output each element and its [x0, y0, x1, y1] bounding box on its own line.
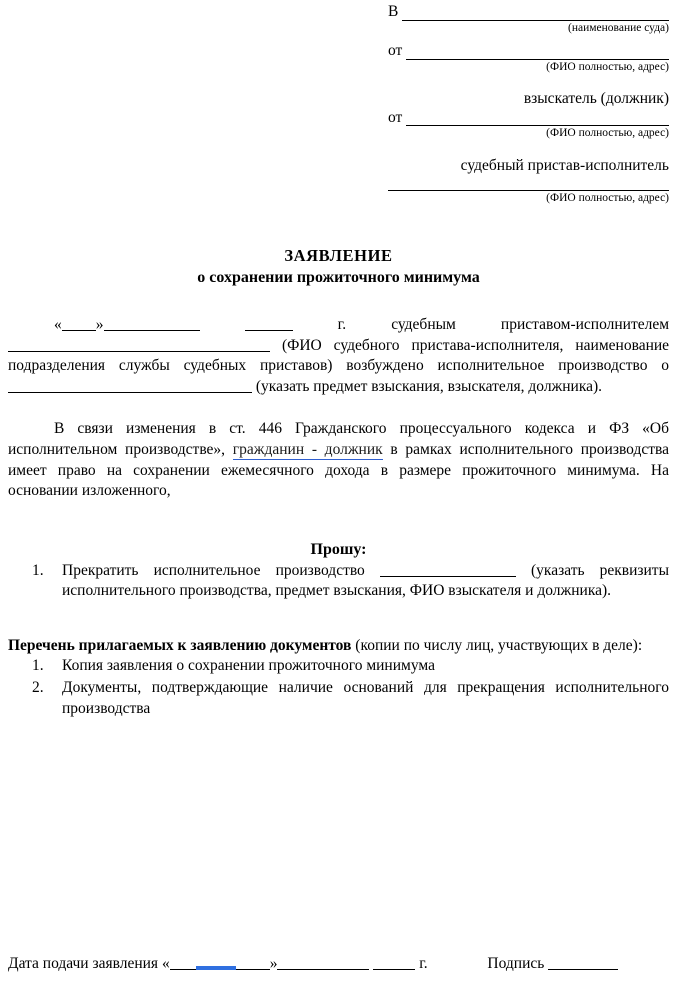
footer-month-blank[interactable] [277, 954, 369, 970]
list-item-label: Документы, подтверждающие наличие оснований для прекращения исполнительного производства [62, 679, 669, 717]
footer-year-suffix: г. [419, 954, 428, 972]
list-item-number: 1. [32, 657, 44, 675]
from-row-2 [388, 109, 669, 127]
role-bailiff: судебный пристав-исполнитель [460, 156, 669, 174]
p1-text-e: пристава-исполнителя, [411, 336, 564, 354]
from-caption-1: (ФИО полностью, адрес) [546, 60, 669, 73]
from-fill-line-2[interactable] [406, 110, 669, 126]
from-caption-2: (ФИО полностью, адрес) [546, 127, 669, 140]
p1-text-b: приставом-исполнителем [500, 315, 670, 333]
court-label: В [388, 3, 399, 20]
addressee-block [388, 0, 669, 206]
footer-day-blank[interactable] [170, 954, 270, 970]
paragraph-case-details [8, 315, 669, 397]
page-title: ЗАЯВЛЕНИЕ [284, 245, 393, 265]
signature-label: Подпись [487, 954, 545, 972]
paragraph-legal-basis [8, 419, 669, 501]
bailiff-name-blank[interactable] [8, 336, 270, 352]
attachments-heading-bold: Перечень прилагаемых к заявлению документов [8, 636, 352, 654]
from-label-1: от [388, 42, 403, 60]
court-fill-line[interactable] [402, 5, 669, 21]
p1-text-g: (указать предмет взыскания, взыскателя, должника). [255, 377, 603, 395]
p2-part-1: В связи изменения в ст. 446 Гражданского процессуального кодекса и ФЗ «Об исполнительном производстве», [8, 420, 669, 458]
text-selection-highlight [196, 966, 236, 970]
request-text-after: (указать реквизиты исполнительного производства, предмет взыскания, ФИО взыскателя и должника). [62, 561, 669, 600]
proceeding-details-blank[interactable] [380, 561, 516, 577]
attachments-heading [8, 636, 669, 657]
list-item-number: 2. [32, 679, 44, 697]
attachments-list [8, 656, 669, 719]
request-heading: Прошу: [310, 540, 367, 558]
p1-quote-open: « [54, 315, 62, 333]
footer-quote-open: « [161, 954, 170, 972]
list-item [8, 656, 669, 677]
footer-year-blank[interactable] [373, 954, 415, 970]
p1-text-c: (ФИО [281, 336, 322, 354]
p1-quote-close: » [95, 315, 104, 333]
court-row [388, 3, 669, 21]
from-caption-3: (ФИО полностью, адрес) [546, 192, 669, 205]
request-list [8, 561, 669, 602]
court-caption: (наименование суда) [568, 21, 669, 34]
case-subject-blank[interactable] [8, 377, 252, 393]
from-label-2: от [388, 108, 403, 126]
year-blank[interactable] [245, 315, 293, 331]
footer-quote-close: » [269, 954, 278, 972]
from-fill-line-1[interactable] [406, 44, 669, 60]
signature-blank[interactable] [548, 954, 618, 970]
list-item [8, 678, 669, 719]
from-row-1 [388, 42, 669, 60]
bailiff-fill-line[interactable] [388, 175, 669, 191]
p2-part-2: в рамках исполнительного производства имеет право на сохранении ежемесячного дохода в размере прожиточного минимума. На основании изложенного, [8, 440, 670, 500]
document-title-block [8, 246, 669, 289]
p1-text-d: судебного [333, 336, 400, 354]
p1-text-f: наименование подразделения службы судебных приставов) возбуждено исполнительное производство о [8, 336, 670, 375]
attachments-heading-normal: (копии по числу лиц, участвующих в деле): [355, 636, 643, 654]
list-item [8, 561, 669, 602]
list-item-label: Копия заявления о сохранении прожиточного минимума [62, 657, 435, 675]
role-claimant: взыскатель (должник) [523, 90, 669, 108]
date-label: Дата подачи заявления [8, 954, 159, 972]
day-blank[interactable] [62, 315, 96, 331]
p1-text-a: судебным [391, 315, 456, 333]
debtor-citizen-link[interactable]: гражданин - должник [232, 440, 383, 458]
page-subtitle: о сохранении прожиточного минимума [197, 269, 480, 287]
p1-year-suffix: г. [337, 315, 347, 333]
request-text-before: Прекратить исполнительное производство [62, 561, 365, 579]
list-item-number: 1. [32, 561, 44, 579]
month-blank[interactable] [104, 315, 200, 331]
footer-signature-row [8, 954, 669, 974]
